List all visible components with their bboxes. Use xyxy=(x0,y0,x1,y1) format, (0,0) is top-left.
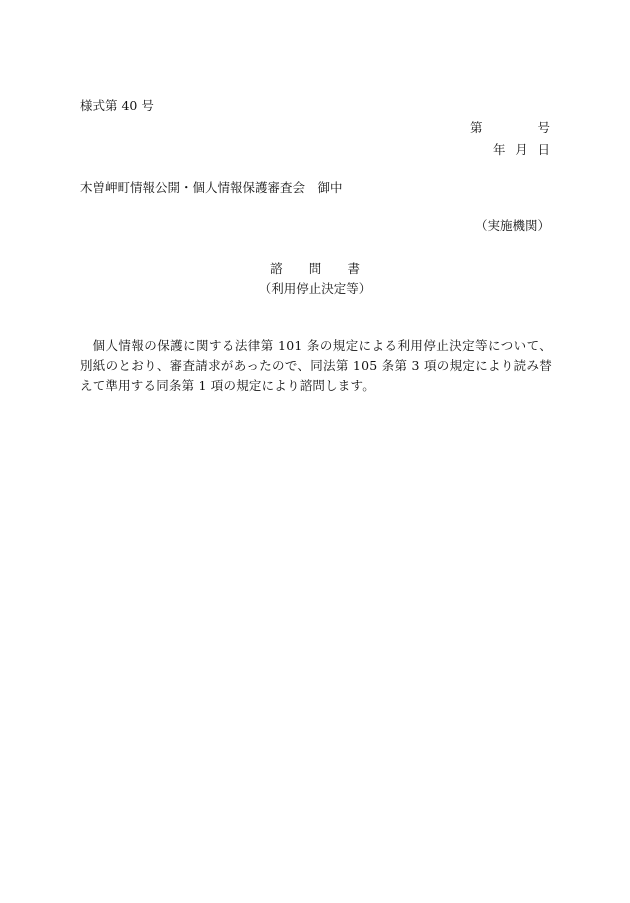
document-subtitle: （利用停止決定等） xyxy=(258,281,372,296)
sender-organization: （実施機関） xyxy=(474,218,550,233)
document-title xyxy=(270,259,360,277)
title-char: 書 xyxy=(347,261,360,276)
document-number-prefix: 第 xyxy=(470,120,483,135)
form-number: 様式第 40 号 xyxy=(80,98,154,113)
title-char: 問 xyxy=(308,261,322,276)
recipient: 木曽岬町情報公開・個人情報保護審査会 御中 xyxy=(80,180,343,195)
title-char: 諮 xyxy=(270,261,283,276)
document-number-suffix: 号 xyxy=(537,120,550,135)
document-date xyxy=(493,140,550,158)
document-number xyxy=(470,118,550,136)
date-year: 年 xyxy=(493,142,506,157)
body-paragraph: 個人情報の保護に関する法律第 101 条の規定による利用停止決定等について、別紙のとおり、審査請求があったので、同法第 105 条第 3 項の規定により読み替えて準用する同条第 1 項の規定により諮問します。 xyxy=(80,338,552,393)
date-day: 日 xyxy=(537,142,550,157)
date-month: 月 xyxy=(515,142,528,157)
